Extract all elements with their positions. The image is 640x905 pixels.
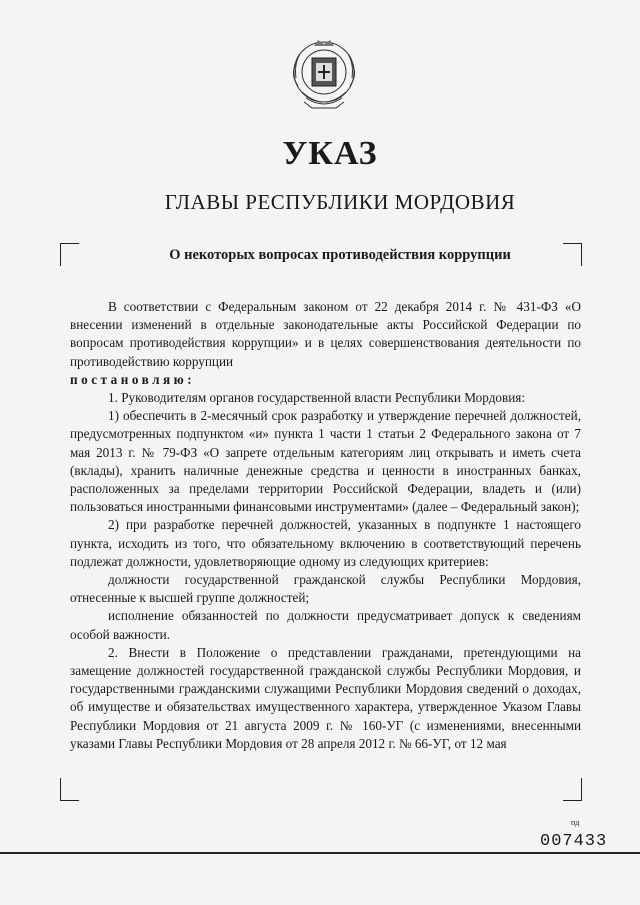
corner-bracket-bottom-right [563, 778, 582, 801]
decree-heading: О некоторых вопросах противодействия коррупции [169, 247, 511, 263]
footer-mark: пд [571, 818, 580, 827]
item-1-paragraph: 1. Руководителям органов государственной власти Республики Мордовия: [108, 390, 526, 406]
item-2-paragraph: 2. Внести в Положение о представлении гражданами, претендующими на замещение должностей государственной гражданской службы Республики Мордовия, и государственными гражданскими служащими Республики Мордовия сведений о доходах, об имуществе и обязательствах имущественного характера, утвержденное Указом Главы Республики Мордовия от 21 августа 2009 г. № 160-УГ (с изменениями, внесенными указами Главы Республики Мордовия от 28 апреля 2012 г. № 66-УГ, от 12 мая [70, 644, 581, 751]
document-type-title: УКАЗ [282, 135, 378, 172]
document-serial-number: 007433 [540, 832, 608, 851]
footer-divider [0, 852, 640, 854]
criterion-1-paragraph: должности государственной гражданской службы Республики Мордовия, отнесенные к высшей группе должностей; [70, 572, 581, 606]
issuer-subtitle: ГЛАВЫ РЕСПУБЛИКИ МОРДОВИЯ [164, 190, 516, 214]
decree-body [70, 298, 581, 753]
resolve-word: постановляю: [70, 371, 196, 387]
coat-of-arms-icon [282, 34, 366, 114]
criterion-2-paragraph: исполнение обязанностей по должности предусматривает допуск к сведениям особой важности. [70, 608, 581, 642]
corner-bracket-bottom-left [60, 778, 79, 801]
item-1-2-paragraph: 2) при разработке перечней должностей, указанных в подпункте 1 настоящего пункта, исходить из того, что обязательному включению в соответствующий перечень подлежат должности, удовлетворяющие одному из следующих критериев: [70, 517, 581, 569]
item-1-1-paragraph: 1) обеспечить в 2-месячный срок разработку и утверждение перечней должностей, предусмотренных подпунктом «и» пункта 1 части 1 статьи 2 Федерального закона от 7 мая 2013 г. № 79-ФЗ «О запрете отдельным категориям лиц открывать и иметь счета (вклады), хранить наличные денежные средства и ценности в иностранных банках, расположенных за пределами территории Российской Федерации, владеть и (или) пользоваться иностранными финансовыми инструментами» (далее – Федеральный закон); [70, 408, 581, 515]
preamble-paragraph: В соответствии с Федеральным законом от 22 декабря 2014 г. № 431-ФЗ «О внесении изменений в отдельные законодательные акты Российской Федерации по вопросам противодействия коррупции» и в целях совершенствования деятельности по противодействию коррупции [70, 299, 581, 369]
